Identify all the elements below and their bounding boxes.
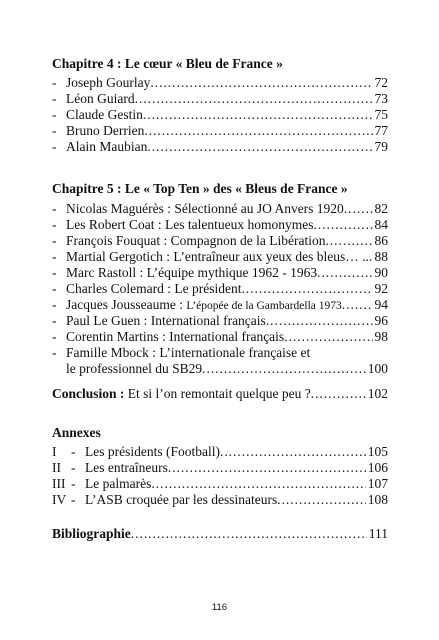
toc-entry: - François Fouquat : Compagnon de la Libération . . . 86	[52, 233, 388, 249]
entry-page: 106	[367, 460, 388, 475]
dot-leader	[342, 297, 373, 313]
page-number: 116	[211, 602, 228, 613]
entry-title: Martial Gergotich : L’entraîneur aux yeux des bleus… ...	[66, 249, 373, 264]
entry-title: Corentin Martins : International français	[66, 329, 285, 344]
entry-page: 92	[374, 281, 388, 296]
conclusion-label: Conclusion :	[52, 386, 125, 401]
chapter-5-heading: Chapitre 5 : Le « Top Ten » des « Bleus de France »	[52, 181, 348, 196]
entry-title-line1: Famille Mbock : L’internationale française et	[66, 345, 311, 360]
entry-page: 96	[374, 313, 388, 328]
toc-entry-multiline: - Famille Mbock : L’internationale française et le professionnel du SB29 . . . 100	[52, 345, 388, 377]
toc-entry: - Martial Gergotich : L’entraîneur aux yeux des bleus… ... . . . 88	[52, 249, 388, 265]
dot-leader	[284, 329, 372, 345]
dot-leader	[344, 201, 373, 217]
entry-title: Joseph Gourlay	[66, 75, 151, 90]
entry-page: 105	[367, 444, 388, 459]
entry-page: 108	[367, 492, 388, 507]
entry-title: Nicolas Maguérès : Sélectionné au JO Anvers 1920	[66, 201, 344, 216]
chapter-4-heading: Chapitre 4 : Le cœur « Bleu de France »	[52, 56, 283, 71]
dot-leader	[325, 233, 372, 249]
entry-page: 77	[374, 123, 388, 138]
dot-leader	[150, 75, 372, 91]
entry-title: Paul Le Guen : International français	[66, 313, 266, 328]
dot-leader	[241, 281, 372, 297]
entry-page: 98	[374, 329, 388, 344]
entry-title: Charles Colemard : Le président	[66, 281, 242, 296]
entry-title: Marc Rastoll : L’équipe mythique 1962 - 1963	[66, 265, 318, 280]
toc-entry: - Corentin Martins : International français . . . 98	[52, 329, 388, 345]
dot-leader	[266, 313, 373, 329]
entry-page: 86	[374, 233, 388, 248]
entry-page: 84	[374, 217, 388, 232]
entry-page: 75	[374, 107, 388, 122]
toc-entry: - Jacques Jousseaume : L’épopée de la Gambardella 1973 . . . 94	[52, 297, 388, 314]
entry-page: 88	[374, 249, 388, 264]
dot-leader	[317, 265, 372, 281]
entry-page: 94	[374, 297, 388, 312]
dot-leader	[143, 107, 373, 123]
entry-page: 73	[374, 91, 388, 106]
toc-entry: - Paul Le Guen : International français . . . 96	[52, 313, 388, 329]
dot-leader	[220, 444, 366, 460]
entry-title: Les entraîneurs	[85, 460, 168, 475]
entry-page: 111	[368, 526, 388, 541]
entry-page: 72	[374, 75, 388, 90]
bibliography-label: Bibliographie	[52, 526, 131, 541]
dot-leader	[144, 123, 372, 139]
dot-leader	[277, 492, 366, 508]
conclusion-text: Et si l’on remontait quelque peu ?	[124, 386, 311, 401]
dot-leader	[131, 526, 367, 542]
bibliography-entry	[52, 526, 388, 542]
dot-leader	[311, 386, 366, 402]
entry-page: 107	[367, 476, 388, 491]
toc-entry: - Alain Maubian . . . 79	[52, 139, 388, 155]
entry-title: Les Robert Coat : Les talentueux homonymes	[66, 217, 314, 232]
dot-leader	[135, 91, 373, 107]
entry-title: François Fouquat : Compagnon de la Libération	[66, 233, 326, 248]
entry-title: Alain Maubian	[66, 139, 148, 154]
entry-page: 90	[374, 265, 388, 280]
toc-entry: - Charles Colemard : Le président . . . 92	[52, 281, 388, 297]
toc-entry: - Joseph Gourlay . . . 72	[52, 75, 388, 91]
entry-title: Les présidents (Football)	[85, 444, 220, 459]
annexes-heading: Annexes	[52, 425, 101, 440]
annex-entry: II - Les entraîneurs . . . 106	[52, 460, 388, 476]
entry-title: Jacques Jousseaume : L’épopée de la Gambardella 1973	[66, 297, 342, 312]
entry-title: Le palmarès	[85, 476, 152, 491]
entry-title: L’ASB croquée par les dessinateurs	[85, 492, 278, 507]
entry-title: Claude Gestin	[66, 107, 143, 122]
entry-page: 100	[367, 361, 388, 376]
entry-title-line2: le professionnel du SB29	[66, 361, 203, 376]
toc-entry: - Bruno Derrien . . . 77	[52, 123, 388, 139]
dot-leader	[147, 139, 372, 155]
dot-leader	[168, 460, 366, 476]
toc-entry: - Nicolas Maguérès : Sélectionné au JO Anvers 1920 . . . 82	[52, 201, 388, 217]
conclusion-entry	[52, 386, 388, 402]
entry-page: 82	[374, 201, 388, 216]
toc-entry: - Claude Gestin . . . 75	[52, 107, 388, 123]
entry-title: Léon Guiard	[66, 91, 135, 106]
dot-leader	[202, 361, 366, 377]
entry-title: Bruno Derrien	[66, 123, 145, 138]
toc-entry: - Les Robert Coat : Les talentueux homonymes . . . 84	[52, 217, 388, 233]
entry-page: 79	[374, 139, 388, 154]
dot-leader	[313, 217, 372, 233]
toc-entry: - Léon Guiard . . . 73	[52, 91, 388, 107]
dot-leader	[151, 476, 365, 492]
annex-entry: IV - L’ASB croquée par les dessinateurs . . . 108	[52, 492, 388, 508]
annex-entry: I - Les présidents (Football) . . . 105	[52, 444, 388, 460]
entry-page: 102	[367, 386, 388, 401]
annex-entry: III - Le palmarès . . . 107	[52, 476, 388, 492]
toc-entry: - Marc Rastoll : L’équipe mythique 1962 - 1963 . . . 90	[52, 265, 388, 281]
